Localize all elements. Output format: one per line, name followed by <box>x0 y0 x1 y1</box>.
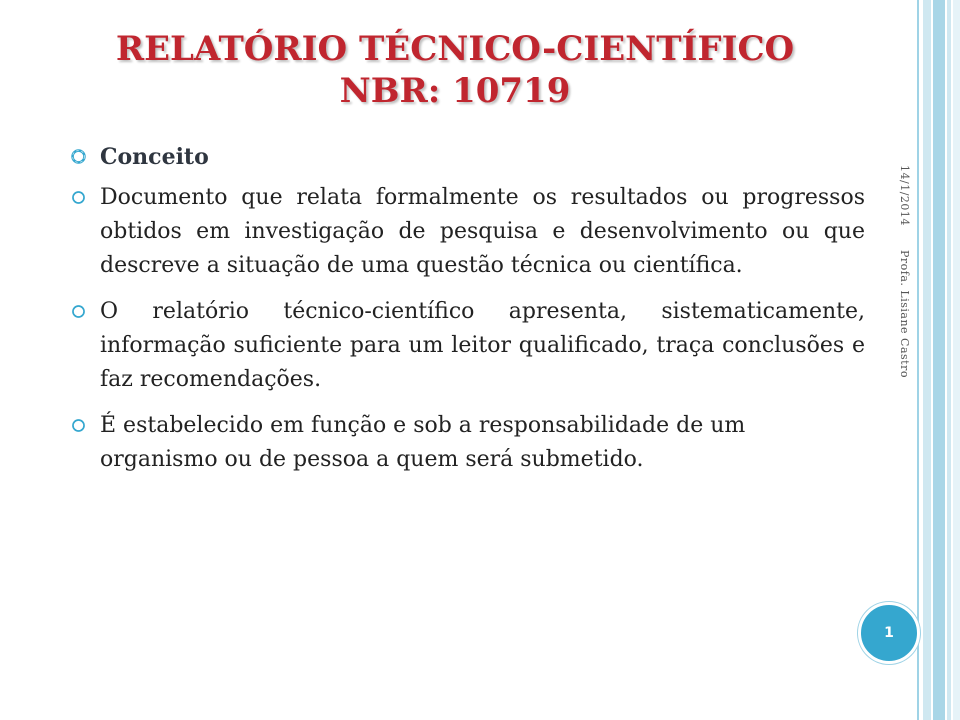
ring-bullet-icon <box>70 303 87 320</box>
decor-stripe <box>953 0 960 720</box>
decor-stripe <box>933 0 945 720</box>
bullet-list <box>70 140 865 489</box>
page-number-badge: 1 <box>858 602 920 664</box>
ring-bullet-icon <box>70 148 87 165</box>
list-item <box>70 181 865 283</box>
title-line-2: NBR: 10719 <box>339 71 571 111</box>
bullet-text: É estabelecido em função e sob a responsabilidade de um organismo ou de pessoa a quem será submetido. <box>100 413 746 472</box>
list-item <box>70 409 865 477</box>
list-item <box>70 295 865 397</box>
slide-title <box>60 28 850 112</box>
bullet-text: Documento que relata formalmente os resultados ou progressos obtidos em investigação de pesquisa e desenvolvimento ou que descreve a situação de uma questão técnica ou científica. <box>100 185 865 278</box>
slide-date: 14/1/2014 <box>898 165 911 226</box>
list-item <box>70 140 865 175</box>
ring-bullet-icon <box>70 417 87 434</box>
bullet-text: O relatório técnico-científico apresenta, sistematicamente, informação suficiente para um leitor qualificado, traça conclusões e faz recomendações. <box>100 299 865 392</box>
decor-stripe <box>923 0 931 720</box>
decor-stripe <box>917 0 919 720</box>
title-line-1: RELATÓRIO TÉCNICO-CIENTÍFICO <box>115 29 795 69</box>
section-heading: Conceito <box>100 144 209 170</box>
slide-author: Profa. Lisiane Castro <box>898 250 911 378</box>
ring-bullet-icon <box>70 189 87 206</box>
decor-stripe <box>947 0 951 720</box>
